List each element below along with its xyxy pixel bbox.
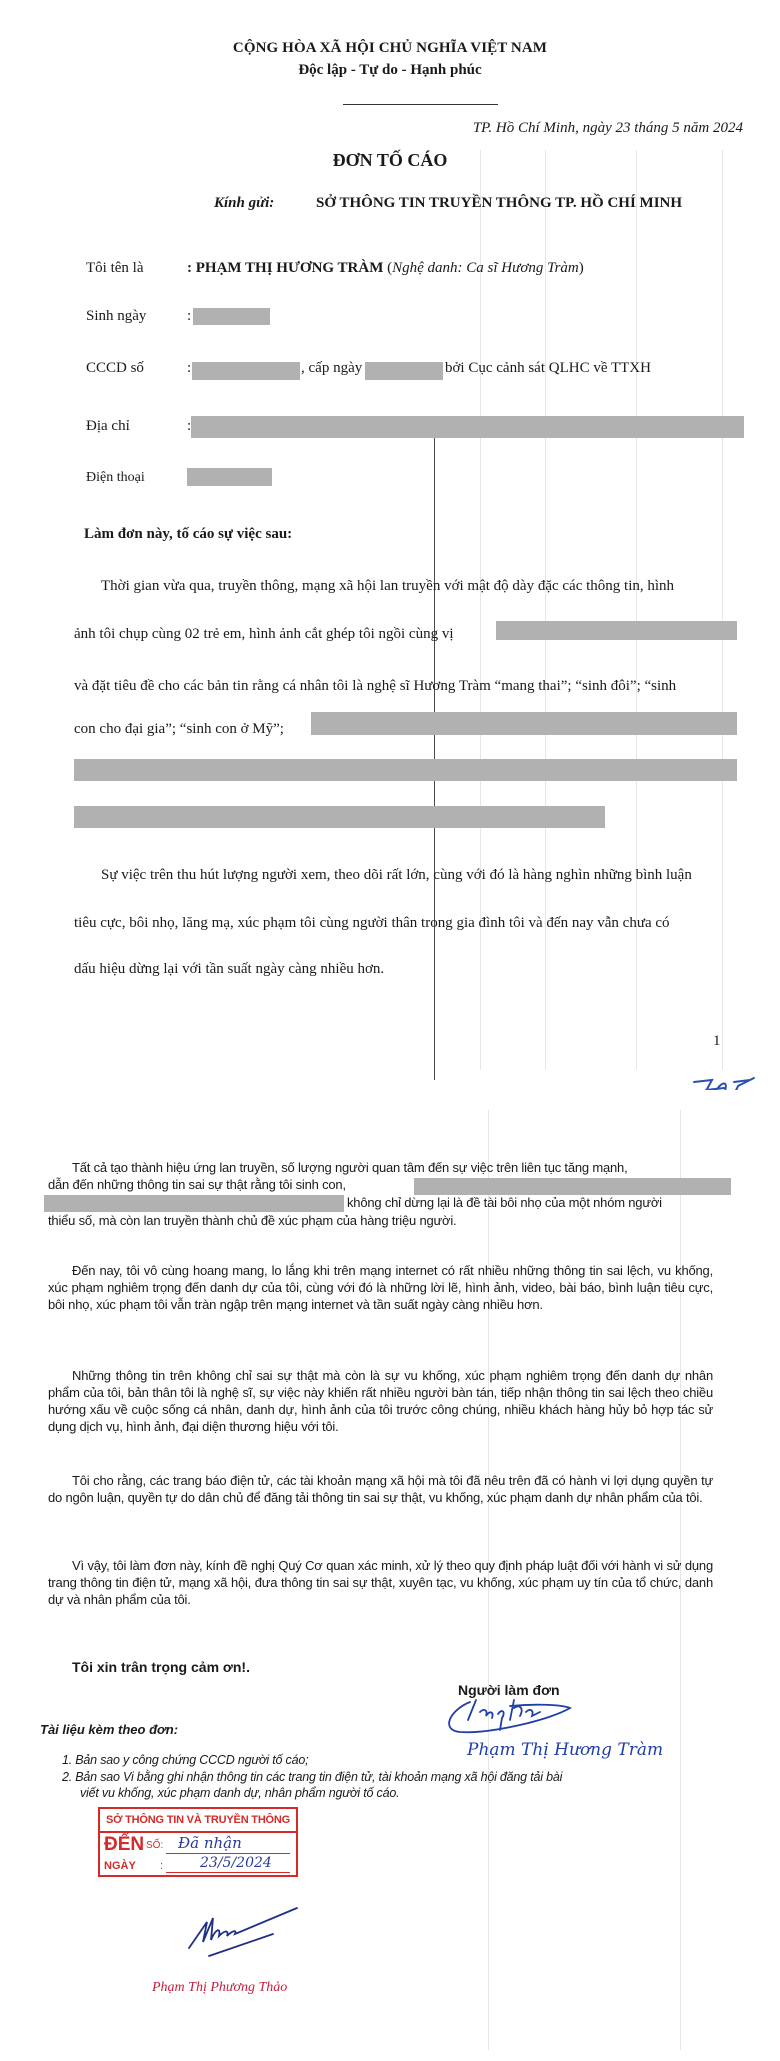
p2-para3: Những thông tin trên không chỉ sai sự thật mà còn là sự vu khống, xúc phạm nghiêm trọng đến danh dự nhân phẩm của tôi, bản thân tôi là nghệ sĩ, sự việc này khiến rất nhiều người bàn tán, tiếp nhận thông tin sai lệch theo chiều hướng xấu về cuộc sống cá nhân, danh dự, hình ảnh của tôi trước công chúng, nhiều khách hàng hủy bỏ hợp tác sử dụng dịch vụ, hình ảnh, đại diện thương hiệu với tôi. <box>48 1368 713 1434</box>
paren-open: ( <box>383 260 393 276</box>
cccd-number-redaction <box>192 362 300 380</box>
closing-thanks: Tôi xin trân trọng cảm ơn!. <box>72 1659 250 1675</box>
p2-para1-line3: không chỉ dừng lại là đề tài bôi nhọ của một nhóm người <box>347 1195 662 1210</box>
date-line: TP. Hồ Chí Minh, ngày 23 tháng 5 năm 2024 <box>472 120 743 136</box>
phone-label: Điện thoại <box>86 470 145 485</box>
dob-label: Sinh ngày <box>86 308 147 324</box>
attachment-item-1: 1. Bản sao y công chứng CCCD người tố cáo; <box>62 1753 309 1767</box>
para2-line2: tiêu cực, bôi nhọ, lăng mạ, xúc phạm tôi cùng người thân trong gia đình tôi và đến nay vẫn chưa có <box>74 915 670 931</box>
paren-close: ) <box>578 260 584 276</box>
stamp-so-underline <box>166 1853 290 1854</box>
para1-redaction-3 <box>74 759 737 781</box>
stamp-ngay-underline <box>166 1872 290 1873</box>
recipient-label: Kính gửi: <box>214 195 275 211</box>
scan-artifact-line <box>434 430 435 1080</box>
signature-icon <box>440 1690 580 1740</box>
header-divider <box>343 104 498 105</box>
para1-line4: con cho đại gia”; “sinh con ở Mỹ”; <box>74 721 284 737</box>
receiver-name: Phạm Thị Phương Thảo <box>152 1980 288 1995</box>
stamp-so-value: Đã nhận <box>178 1834 242 1852</box>
scan-artifact-line <box>722 150 723 1070</box>
attachment-item-2-cont: viết vu khống, xúc phạm danh dự, nhân phẩm người tố cáo. <box>80 1786 400 1800</box>
attachments-title: Tài liệu kèm theo đơn: <box>40 1722 179 1737</box>
signer-handwritten-name: Phạm Thị Hương Tràm <box>467 1740 664 1760</box>
address-redaction <box>191 416 744 438</box>
cccd-issuer: bởi Cục cảnh sát QLHC về TTXH <box>445 360 651 376</box>
para1-line2: ảnh tôi chụp cùng 02 trẻ em, hình ảnh cắt ghép tôi ngồi cùng vị <box>74 626 454 642</box>
p2-para1-line2: dẫn đến những thông tin sai sự thật rằng tôi sinh con, <box>48 1177 346 1192</box>
para1-redaction-2 <box>311 712 737 735</box>
receipt-stamp <box>98 1807 298 1877</box>
para1-line1: Thời gian vừa qua, truyền thông, mạng xã hội lan truyền với mật độ dày đặc các thông tin, hình <box>101 578 675 594</box>
dob-redaction <box>193 308 270 325</box>
para1-redaction-4 <box>74 806 605 828</box>
attachment-item-2: 2. Bản sao Vi bằng ghi nhận thông tin các trang tin điện tử, tài khoản mạng xã hội đăng tải bài <box>62 1770 563 1784</box>
cccd-colon: : <box>187 360 192 376</box>
stamp-ngay-value: 23/5/2024 <box>200 1855 272 1871</box>
p2-para5: Vì vậy, tôi làm đơn này, kính đề nghị Quý Cơ quan xác minh, xử lý theo quy định pháp luật đối với hành vi sử dụng trang thông tin điện tử, mạng xã hội, đưa thông tin sai sự thật, xuyên tạc, vu khống, xúc phạm uy tín của tổ chức, danh dự và nhân phẩm của tôi. <box>48 1558 713 1607</box>
para1-redaction-1 <box>496 621 737 640</box>
cccd-issued-label: , cấp ngày <box>301 360 363 376</box>
p2-para1-line4: thiểu số, mà còn lan truyền thành chủ đề xúc phạm của hàng triệu người. <box>48 1213 457 1228</box>
phone-redaction <box>187 468 272 486</box>
section-heading: Làm đơn này, tố cáo sự việc sau: <box>84 526 293 542</box>
para2-line3: dấu hiệu dừng lại với tần suất ngày càng nhiều hơn. <box>74 961 385 977</box>
scan-artifact-line <box>480 150 481 1070</box>
stamp-ngay-label: NGÀY <box>104 1860 136 1872</box>
p2-para4: Tôi cho rằng, các trang báo điện tử, các tài khoản mạng xã hội mà tôi đã nêu trên đã có hành vi lợi dụng quyền tự do ngôn luận, quyền tự do dân chủ để đăng tải thông tin sai sự thật, vu khống, xúc phạm danh dự nhân phẩm của tôi. <box>48 1473 713 1505</box>
stamp-so-label: SỐ: <box>146 1840 164 1851</box>
page-number: 1 <box>713 1033 721 1049</box>
p2-redaction-2 <box>44 1195 344 1212</box>
nation-header: CỘNG HÒA XÃ HỘI CHỦ NGHĨA VIỆT NAM <box>232 40 548 56</box>
scan-artifact-line <box>545 150 546 1070</box>
p2-redaction-1 <box>414 1178 731 1195</box>
p2-para1-line1: Tất cả tạo thành hiệu ứng lan truyền, số lượng người quan tâm đến sự việc trên liên tục tăng mạnh, <box>72 1160 628 1175</box>
cccd-label: CCCD số <box>86 360 144 376</box>
scan-artifact-line <box>636 150 637 1070</box>
document-title: ĐƠN TỐ CÁO <box>332 150 448 170</box>
para2-line1: Sự việc trên thu hút lượng người xem, theo dõi rất lớn, cùng với đó là hàng nghìn những bình luận <box>101 867 692 883</box>
dob-colon: : <box>187 308 192 324</box>
stamp-ngay-colon: : <box>160 1860 164 1872</box>
address-label: Địa chỉ <box>86 418 130 434</box>
cccd-issued-redaction <box>365 362 443 380</box>
signer-label: Người làm đơn <box>458 1682 560 1698</box>
name-label: Tôi tên là <box>86 260 144 276</box>
receiver-signature-icon <box>185 1900 305 1960</box>
name-value <box>187 260 584 277</box>
name-bold: : PHẠM THỊ HƯƠNG TRÀM <box>187 260 384 276</box>
stage-name: Nghệ danh: Ca sĩ Hương Tràm <box>392 260 579 276</box>
stamp-den-label: ĐẾN <box>104 1834 145 1855</box>
address-colon: : <box>187 418 192 434</box>
stamp-header: SỞ THÔNG TIN VÀ TRUYỀN THÔNG <box>100 1809 296 1833</box>
p2-para2: Đến nay, tôi vô cùng hoang mang, lo lắng khi trên mạng internet có rất nhiều những thông tin sai lệch, vu khống, xúc phạm nghiêm trọng đến danh dự của tôi, cùng với đó là những lời lẽ, hình ảnh, video, bài báo, bình luận tiêu cực, bôi nhọ, xúc phạm tôi vẫn tràn ngập trên mạng internet và tần suất ngày càng nhiều hơn. <box>48 1263 713 1312</box>
recipient-value: SỞ THÔNG TIN TRUYỀN THÔNG TP. HỒ CHÍ MINH <box>316 195 683 211</box>
para1-line3: và đặt tiêu đề cho các bản tin rằng cá nhân tôi là nghệ sĩ Hương Tràm “mang thai”; “sinh đôi”; “sinh <box>74 678 677 694</box>
motto-header: Độc lập - Tự do - Hạnh phúc <box>298 62 482 78</box>
